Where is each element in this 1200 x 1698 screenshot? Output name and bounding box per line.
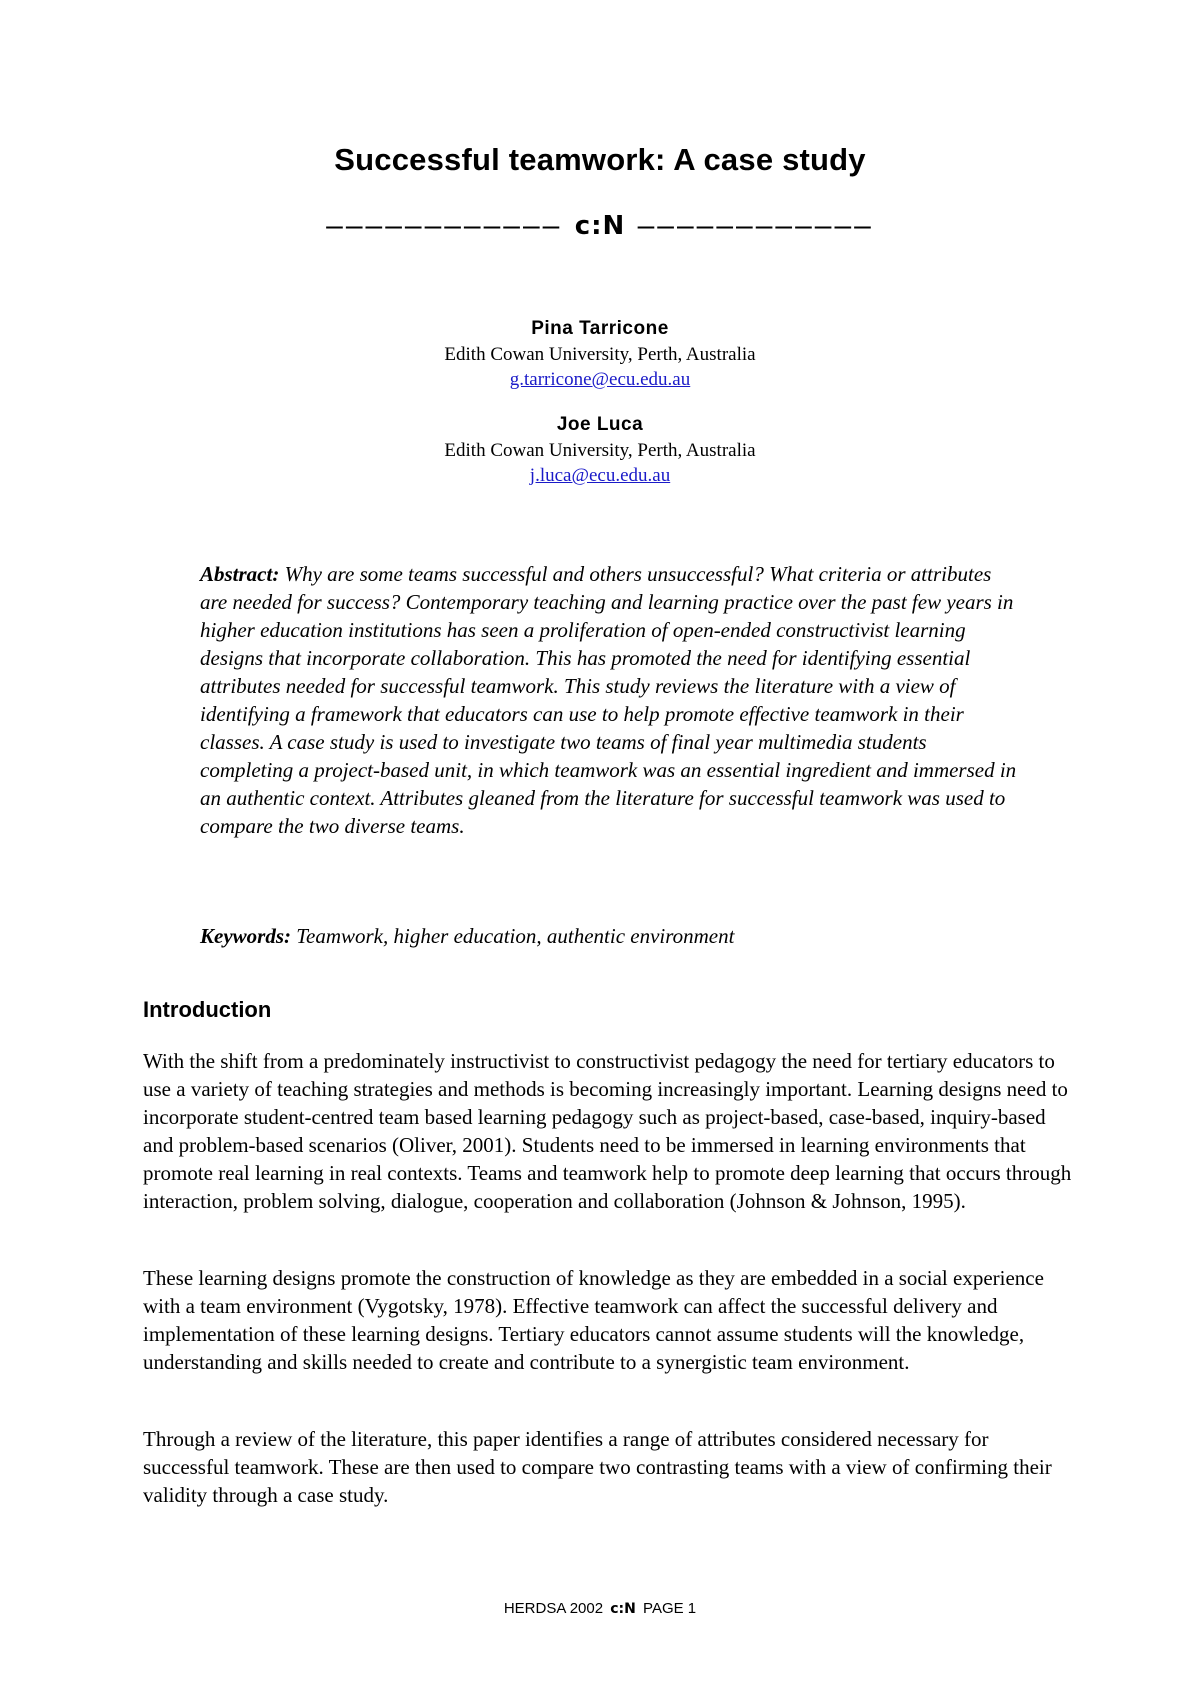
separator-mark: c:N <box>574 211 626 242</box>
paper-title: Successful teamwork: A case study <box>334 142 866 177</box>
keywords <box>200 922 1020 950</box>
intro-paragraph-2: These learning designs promote the construction of knowledge as they are embedded in a social experience with a team environment (Vygotsky, 1978). Effective teamwork can affect the successful delivery and implementation of these learning designs. Tertiary educators cannot assume students will the knowledge, understanding and skills needed to create and contribute to a synergistic team environment. <box>143 1266 1044 1374</box>
author-block-1 <box>0 316 1200 392</box>
intro-paragraph-3: Through a review of the literature, this paper identifies a range of attributes considered necessary for successful teamwork. These are then used to compare two contrasting teams with a view of confirming their validity through a case study. <box>143 1427 1052 1507</box>
keywords-label: Keywords: <box>200 924 291 948</box>
footer-prefix: HERDSA 2002 <box>503 1600 604 1617</box>
intro-paragraph-1: With the shift from a predominately instructivist to constructivist pedagogy the need for tertiary educators to use a variety of teaching strategies and methods is becoming increasingly important. Learning designs need to incorporate student-centred team based learning pedagogy such as project-based, case-based, inquiry-based and problem-based scenarios (Oliver, 2001). Students need to be immersed in learning environments that promote real learning in real contexts. Teams and teamwork help to promote deep learning that occurs through interaction, problem solving, dialogue, cooperation and collaboration (Johnson & Johnson, 1995). <box>143 1049 1072 1213</box>
footer-mark: c:N <box>610 1601 636 1617</box>
separator-dash-left: –––––––––––– <box>326 209 563 243</box>
page-footer <box>0 1600 1200 1617</box>
author-email-link[interactable]: j.luca@ecu.edu.au <box>529 465 671 486</box>
footer-page-number: PAGE 1 <box>643 1600 697 1617</box>
author-email-link[interactable]: g.tarricone@ecu.edu.au <box>509 369 691 390</box>
separator-dash-right: –––––––––––– <box>637 209 874 243</box>
section-heading-introduction: Introduction <box>143 997 272 1022</box>
abstract <box>200 560 1020 840</box>
abstract-label: Abstract: <box>200 562 280 586</box>
title-separator <box>0 210 1200 241</box>
author-name: Joe Luca <box>556 414 644 435</box>
abstract-text: Why are some teams successful and others unsuccessful? What criteria or attributes are needed for success? Contemporary teaching and learning practice over the past few years in higher education institutions has seen a proliferation of open-ended constructivist learning designs that incorporate collaboration. This has promoted the need for identifying essential attributes needed for successful teamwork. This study reviews the literature with a view of identifying a framework that educators can use to help promote effective teamwork in their classes. A case study is used to investigate two teams of final year multimedia students completing a project-based unit, in which teamwork was an essential ingredient and immersed in an authentic context. Attributes gleaned from the literature for successful teamwork was used to compare the two diverse teams. <box>200 562 1017 838</box>
author-name: Pina Tarricone <box>531 318 669 339</box>
author-affiliation: Edith Cowan University, Perth, Australia <box>444 344 756 365</box>
keywords-text: Teamwork, higher education, authentic environment <box>296 924 735 948</box>
author-affiliation: Edith Cowan University, Perth, Australia <box>444 440 756 461</box>
author-block-2 <box>0 412 1200 488</box>
